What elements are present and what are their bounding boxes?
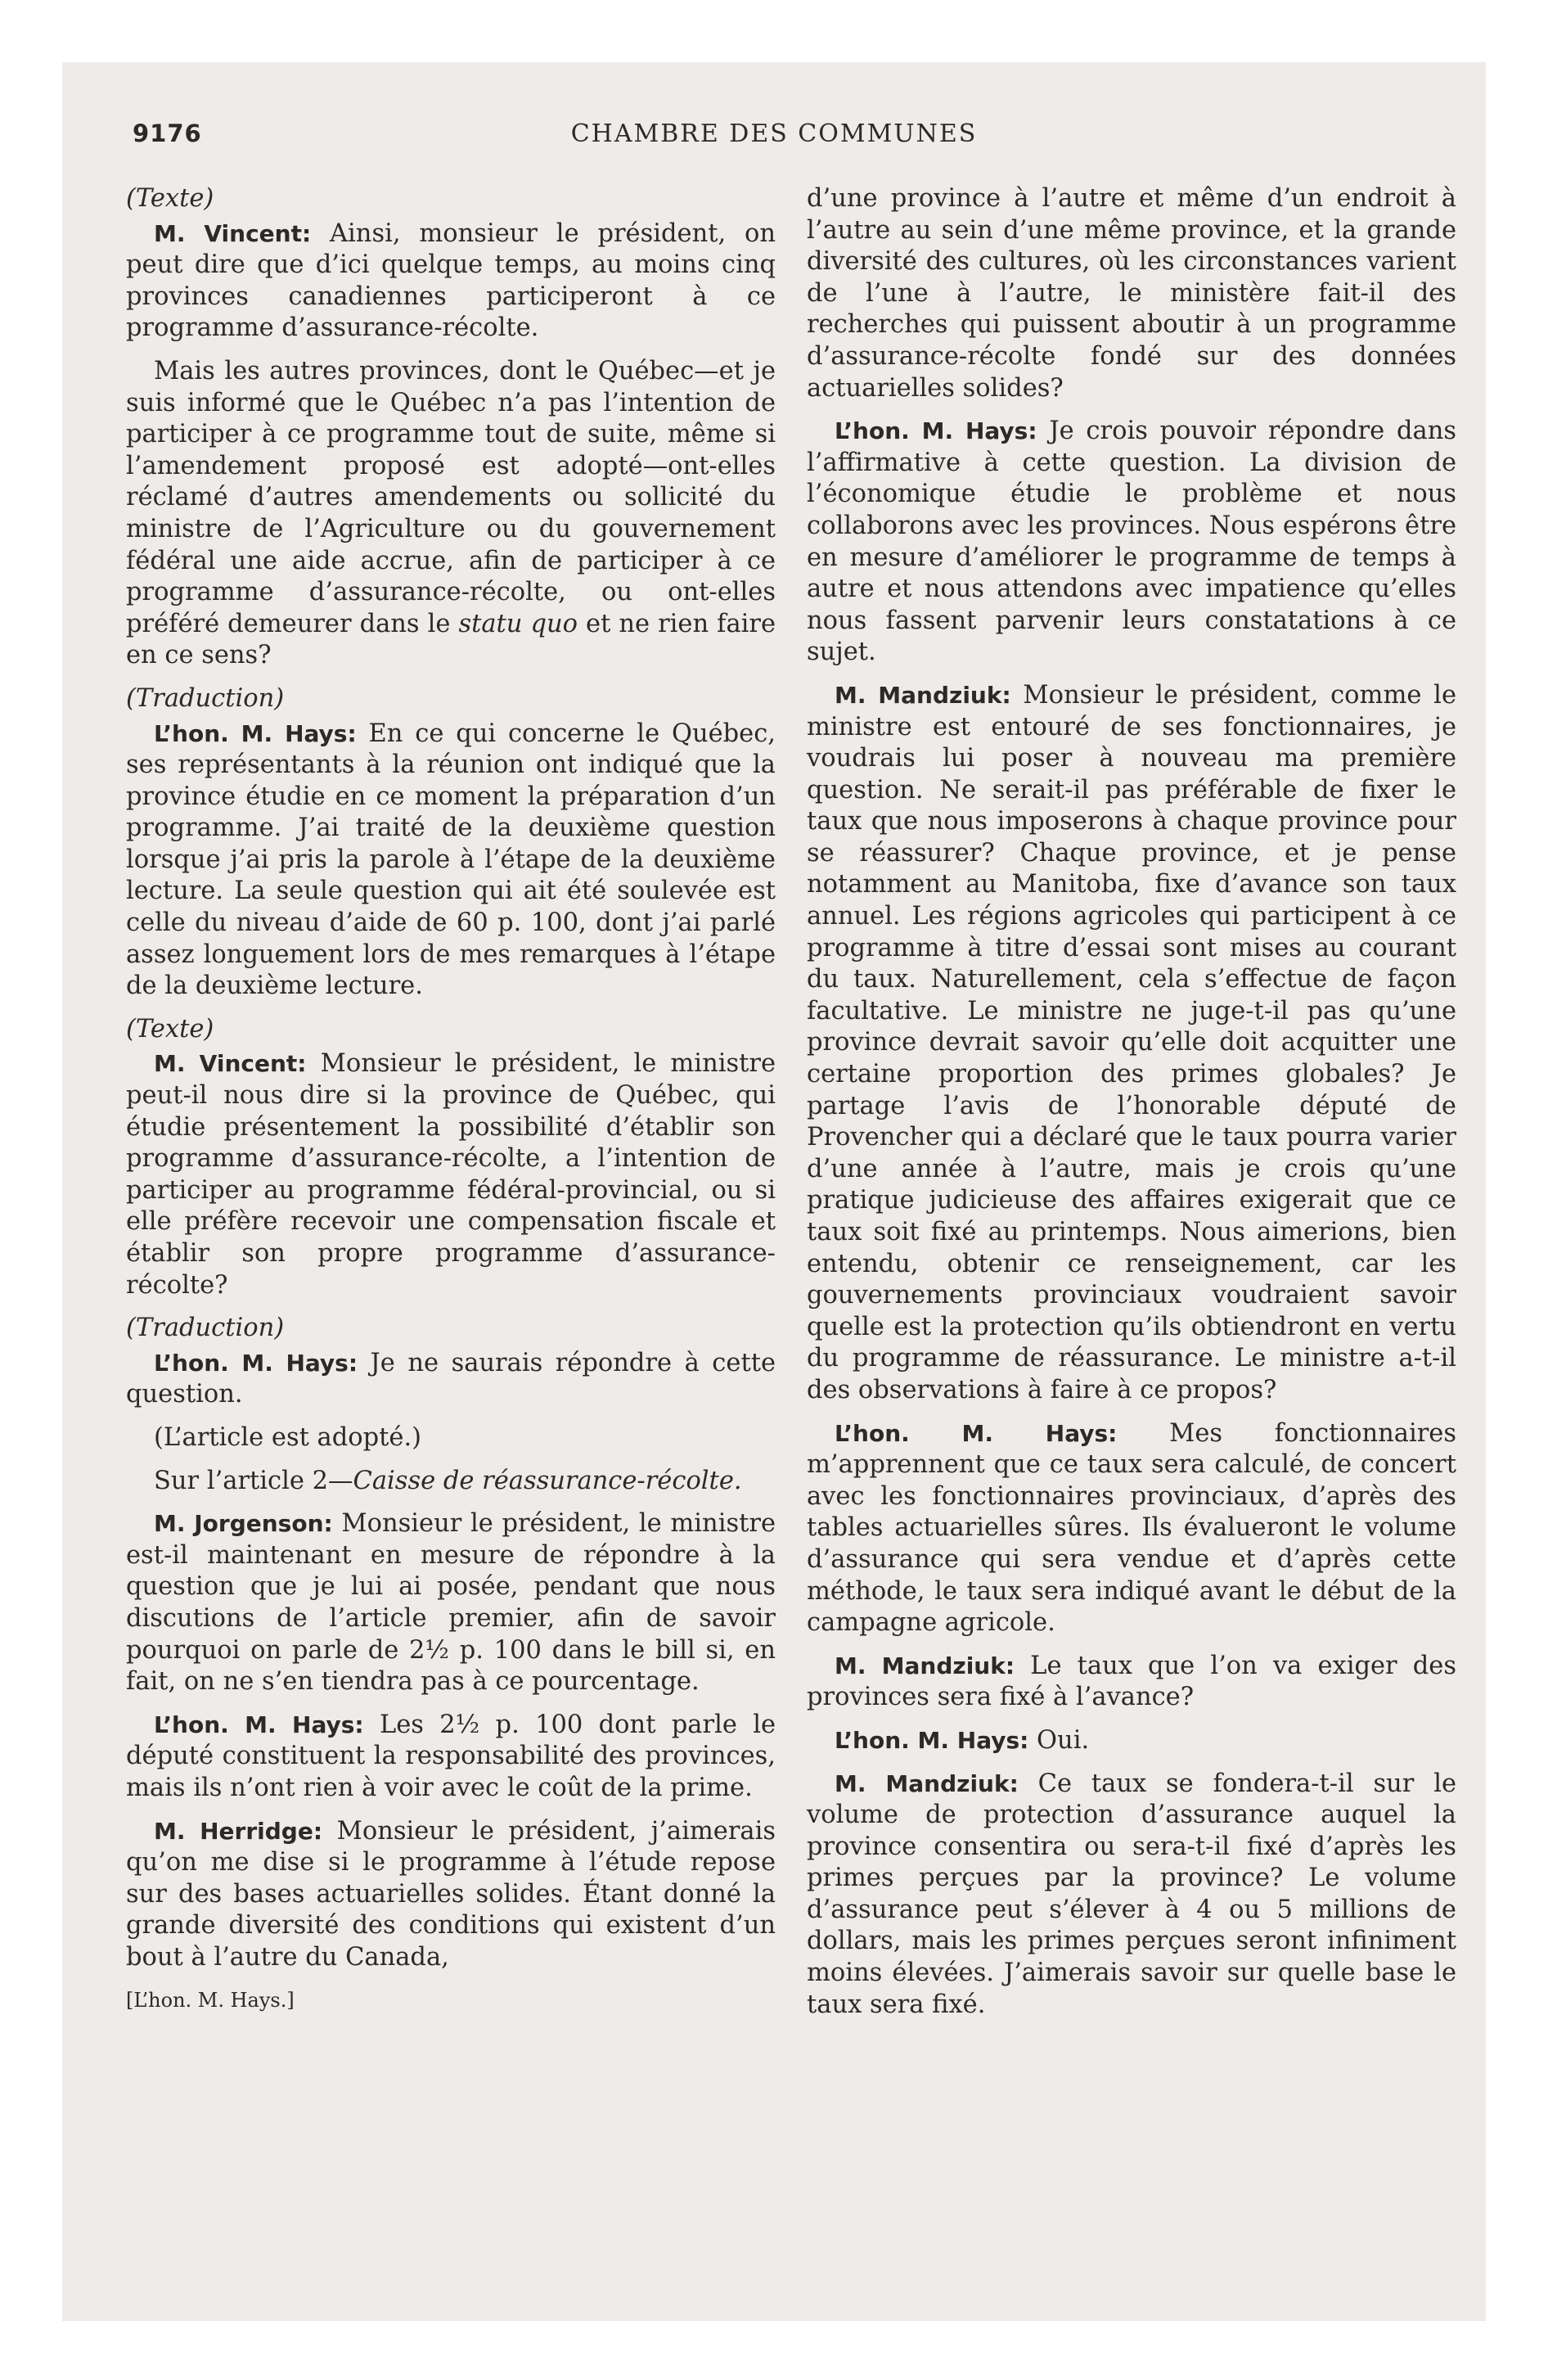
paragraph [807, 1418, 1456, 1639]
paragraph [126, 719, 776, 1003]
italic-text: statu quo [458, 609, 578, 638]
paragraph [126, 1466, 776, 1498]
speaker-name: M. Vincent: [154, 1050, 307, 1078]
paragraph [126, 1508, 776, 1698]
paragraph-text: Monsieur le président, le ministre peut-il nous dire si la province de Québec, qui étudie présentement la possibilité d’établir son programme d’assurance-récolte, a l’intention de participer au programme fédéral-provincial, ou si elle préfère recevoir une compensation fiscale et établir son propre programme d’assurance-récolte? [126, 1049, 776, 1300]
paragraph [126, 356, 776, 672]
paragraph-text: Mais les autres provinces, dont le Québec—et je suis informé que le Québec n’a pas l’intention de participer à ce programme tout de suite, même si l’amendement proposé est adopté—ont-elles réclamé d’autres amendements ou sollicité du ministre de l’Agriculture ou du gouvernement fédéral une aide accrue, afin de participer à ce programme d’assurance-récolte, ou ont-elles préféré demeurer dans le [126, 356, 776, 638]
speaker-name: L’hon. M. Hays: [154, 1711, 364, 1738]
right-column [807, 183, 1456, 2032]
italic-text: Caisse de réassurance-récolte. [353, 1466, 742, 1495]
language-tag: (Texte) [126, 1014, 214, 1044]
paragraph-text: Monsieur le président, comme le ministre est entouré de ses fonctionnaires, je voudrais lui poser à nouveau ma première question. Ne serait-il pas préférable de fixer le taux que nous imposerons à chaque province pour se réassurer? Chaque province, et je pense notamment au Manitoba, fixe d’avance son taux annuel. Les régions agricoles qui participent à ce programme à titre d’essai sont mises au courant du taux. Naturellement, cela s’effectue de façon facultative. Le ministre ne juge-t-il pas qu’une province devrait savoir qu’elle doit acquitter une certaine proportion des primes globales? Je partage l’avis de l’honorable député de Provencher qui a déclaré que le taux pourra varier d’une année à l’autre, mais je crois qu’une pratique judicieuse des affaires exigerait que ce taux soit fixé au printemps. Nous aimerions, bien entendu, obtenir ce renseignement, car les gouvernements provinciaux voudraient savoir quelle est la protection qu’ils obtiendront en vertu du programme de réassurance. Le ministre a-t-il des observations à faire à ce propos? [807, 680, 1456, 1404]
speaker-name: L’hon. M. Hays: [835, 1419, 1118, 1447]
paragraph-text: Les 2½ p. 100 dont parle le député constituent la responsabilité des provinces, mais ils n’ont rien à voir avec le coût de la prime. [126, 1710, 776, 1802]
speaker-name: L’hon. M. Hays: [835, 1726, 1029, 1754]
paragraph [807, 1651, 1456, 1714]
language-tag: (Texte) [126, 184, 214, 213]
paragraph-text: Je crois pouvoir répondre dans l’affirmative à cette question. La division de l’économique étudie le problème et nous collaborons avec les provinces. Nous espérons être en mesure d’améliorer le programme de temps à autre et nous attendons avec impatience qu’elles nous fassent parvenir leurs constatations à ce sujet. [807, 417, 1456, 667]
left-column [126, 183, 776, 2028]
paragraph: (L’article est adopté.) [154, 1422, 422, 1452]
paragraph [126, 219, 776, 345]
speaker-name: M. Mandziuk: [835, 681, 1011, 709]
paragraph [126, 1816, 776, 1974]
paragraph [807, 416, 1456, 669]
paragraph-text: Sur l’article 2— [154, 1466, 353, 1495]
language-tag: (Traduction) [126, 1314, 285, 1343]
speaker-name: L’hon. M. Hays: [154, 719, 357, 747]
paragraph-text: Je ne saurais répondre à cette question. [126, 1348, 776, 1409]
paragraph-text: Mes fonctionnaires m’apprennent que ce taux sera calculé, de concert avec les fonctionnaires provinciaux, d’après des tables actuarielles sûres. Ils évalueront le volume d’assurance qui sera vendue et d’après cette méthode, le taux sera indiqué avant le début de la campagne agricole. [807, 1418, 1456, 1638]
paragraph [126, 1048, 776, 1301]
speaker-name: M. Mandziuk: [835, 1769, 1019, 1797]
paragraph-text: Le taux que l’on va exiger des provinces sera fixé à l’avance? [807, 1651, 1456, 1712]
paragraph [807, 680, 1456, 1407]
running-head: CHAMBRE DES COMMUNES [570, 119, 978, 148]
page-header [62, 119, 1486, 160]
footer-reference: [L’hon. M. Hays.] [126, 1989, 295, 2013]
speaker-name: M. Jorgenson: [154, 1510, 333, 1538]
speaker-name: L’hon. M. Hays: [835, 417, 1037, 445]
paragraph-text: En ce qui concerne le Québec, ses représentants à la réunion ont indiqué que la province étudie en ce moment la préparation d’un programme. J’ai traité de la deuxième question lorsque j’ai pris la parole à l’étape de la deuxième lecture. La seule question qui ait été soulevée est celle du niveau d’aide de 60 p. 100, dont j’ai parlé assez longuement lors de mes remarques à l’étape de la deuxième lecture. [126, 719, 776, 1001]
language-tag: (Traduction) [126, 683, 285, 713]
page-number: 9176 [133, 119, 202, 147]
speaker-name: M. Mandziuk: [835, 1652, 1015, 1679]
speaker-name: M. Vincent: [154, 219, 312, 247]
paragraph [126, 1710, 776, 1805]
paragraph [807, 1725, 1456, 1757]
speaker-name: L’hon. M. Hays: [154, 1349, 358, 1377]
document-page [62, 62, 1486, 2321]
speaker-name: M. Herridge: [154, 1817, 323, 1845]
paragraph-text: Oui. [1028, 1725, 1090, 1755]
paragraph-text: Monsieur le président, le ministre est-il maintenant en mesure de répondre à la question que je lui ai posée, pendant que nous discutions de l’article premier, afin de savoir pourquoi on parle de 2½ p. 100 dans le bill si, en fait, on ne s’en tiendra pas à ce pourcentage. [126, 1509, 776, 1697]
paragraph-text: et ne rien faire en ce sens? [126, 609, 776, 670]
paragraph [807, 1769, 1456, 2022]
paragraph-text: Ainsi, monsieur le président, on peut dire que d’ici quelque temps, au moins cinq provinces canadiennes participeront à ce programme d’assurance-récolte. [126, 219, 776, 343]
paragraph-text: Ce taux se fondera-t-il sur le volume de protection d’assurance auquel la province consentira ou sera-t-il fixé d’après les primes perçues par la province? Le volume d’assurance peut s’élever à 4 ou 5 millions de dollars, mais les primes perçues seront infiniment moins élevées. J’aimerais savoir sur quelle base le taux sera fixé. [807, 1769, 1456, 2019]
paragraph: d’une province à l’autre et même d’un endroit à l’autre au sein d’une même province, et la grande diversité des cultures, où les circonstances varient de l’une à l’autre, le ministère fait-il des recherches qui puissent aboutir à un programme d’assurance-récolte fondé sur des données actuarielles solides? [807, 184, 1456, 403]
paragraph [126, 1348, 776, 1411]
paragraph-text: Monsieur le président, j’aimerais qu’on me dise si le programme à l’étude repose sur des bases actuarielles solides. Étant donné la grande diversité des conditions qui existent d’un bout à l’autre du Canada, [126, 1816, 776, 1972]
